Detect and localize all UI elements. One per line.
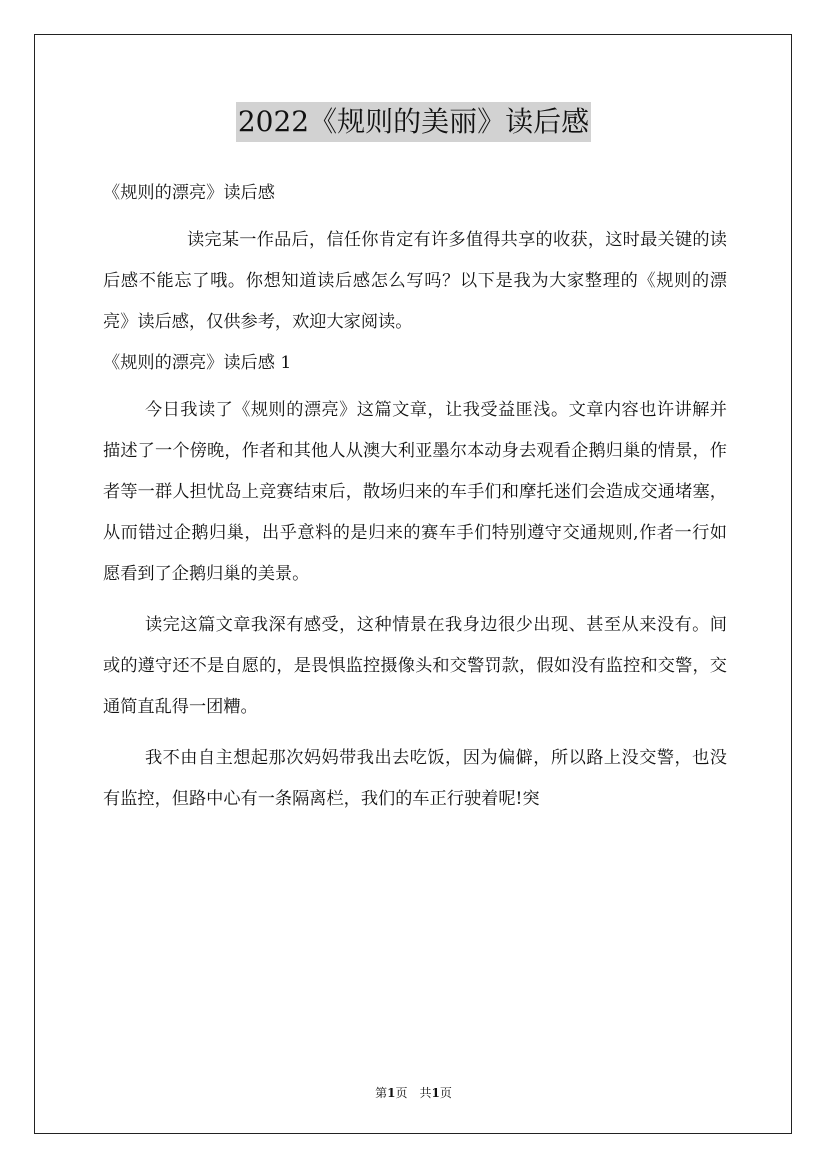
intro-paragraph: 读完某一作品后，信任你肯定有许多值得共享的收获，这时最关键的读后感不能忘了哦。你想知道读后感怎么写吗？以下是我为大家整理的《规则的漂亮》读后感，仅供参考，欢迎大家阅读。 (103, 230, 727, 332)
section-heading-1: 《规则的漂亮》读后感 1 (103, 353, 292, 373)
document-body (103, 173, 727, 820)
footer-page-mid: 页 共 (395, 1086, 432, 1100)
title-container (0, 102, 827, 142)
spacer (103, 728, 727, 738)
section-heading: 《规则的漂亮》读后感 (103, 183, 275, 203)
footer-page-current: 1 (387, 1086, 396, 1100)
footer-page-prefix: 第 (375, 1086, 388, 1100)
body-paragraph: 读完这篇文章我深有感受，这种情景在我身边很少出现、甚至从来没有。间或的遵守还不是自愿的，是畏惧监控摄像头和交警罚款，假如没有监控和交警，交通简直乱得一团糟。 (103, 615, 727, 717)
body-paragraph: 我不由自主想起那次妈妈带我出去吃饭，因为偏僻，所以路上没交警，也没有监控，但路中心有一条隔离栏，我们的车正行驶着呢!突 (103, 748, 727, 809)
spacer (103, 595, 727, 605)
page-footer (0, 1084, 827, 1101)
document-title: 2022《规则的美丽》读后感 (236, 102, 591, 142)
footer-page-suffix: 页 (439, 1086, 452, 1100)
body-paragraph: 今日我读了《规则的漂亮》这篇文章，让我受益匪浅。文章内容也许讲解并描述了一个傍晚，作者和其他人从澳大利亚墨尔本动身去观看企鹅归巢的情景，作者等一群人担忧岛上竞赛结束后，散场归来的车手们和摩托迷们会造成交通堵塞，从而错过企鹅归巢，出乎意料的是归来的赛车手们特别遵守交通规则,作者一行如愿看到了企鹅归巢的美景。 (103, 400, 727, 584)
footer-page-total: 1 (431, 1086, 440, 1100)
